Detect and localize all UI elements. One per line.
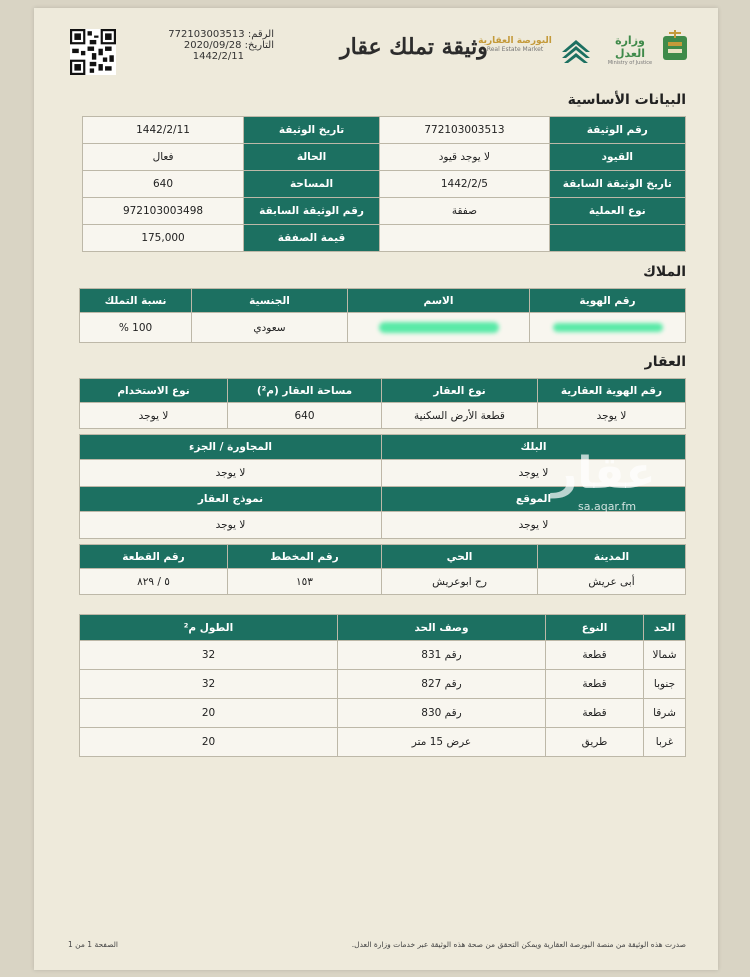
owner-name-cell	[348, 313, 530, 343]
basic-label	[549, 225, 685, 252]
qr-code-icon	[70, 29, 116, 75]
plan-number-value: ١٥٣	[228, 569, 382, 595]
ministry-emblem-icon	[660, 28, 690, 64]
city-label: المدينة	[538, 545, 686, 569]
neighbor-value: لا يوجد	[80, 460, 382, 487]
basic-row	[81, 144, 686, 171]
owners-header-row	[80, 289, 686, 313]
model-value: لا يوجد	[80, 512, 382, 539]
property-value: 640	[228, 403, 382, 429]
number-label: الرقم:	[247, 29, 274, 40]
doc-meta	[144, 29, 274, 62]
basic-value	[380, 225, 549, 252]
location-value: لا يوجد	[382, 512, 686, 539]
section-owners-title: الملاك	[643, 264, 686, 280]
property-value: قطعة الأرض السكنية	[382, 403, 538, 429]
borders-table	[79, 614, 686, 757]
owners-header: رقم الهوية	[530, 289, 686, 313]
borders-header: الحد	[644, 615, 686, 641]
basic-label: نوع العملية	[549, 198, 685, 225]
property-header: مساحة العقار (م²)	[228, 379, 382, 403]
border-type: قطعة	[546, 641, 644, 670]
basic-value: 772103003513	[380, 117, 549, 144]
page-number: الصفحة 1 من 1	[68, 940, 118, 949]
basic-value: صفقة	[380, 198, 549, 225]
owners-header: نسبة التملك	[80, 289, 192, 313]
border-direction: شرقا	[644, 699, 686, 728]
redacted-name	[379, 322, 499, 333]
district-label: الحي	[382, 545, 538, 569]
model-label: نموذج العقار	[80, 487, 382, 512]
doc-date-hijri: 1442/2/11	[192, 51, 244, 62]
border-direction: غربا	[644, 728, 686, 757]
property-header-row	[80, 379, 686, 403]
property-value: لا يوجد	[538, 403, 686, 429]
border-direction: جنوبا	[644, 670, 686, 699]
basic-value: 1442/2/11	[83, 117, 244, 144]
owners-table	[79, 288, 686, 343]
block-value: لا يوجد	[382, 460, 686, 487]
ministry-name-ar: وزارة العدل	[614, 34, 645, 60]
border-description: رقم 827	[338, 670, 546, 699]
basic-row	[81, 171, 686, 198]
basic-data-table	[80, 116, 686, 252]
basic-value: 1442/2/5	[380, 171, 549, 198]
block-label: البلك	[382, 435, 686, 460]
border-description: رقم 830	[338, 699, 546, 728]
ministry-of-justice-logo	[600, 34, 660, 66]
table-row	[80, 641, 686, 670]
basic-label: تاريخ الوثيقة السابقة	[549, 171, 685, 198]
market-emblem-icon	[558, 30, 594, 66]
basic-row	[81, 198, 686, 225]
owners-row	[80, 313, 686, 343]
property-row	[80, 403, 686, 429]
basic-label: تاريخ الوثيقة	[243, 117, 379, 144]
border-length: 32	[80, 641, 338, 670]
border-description: عرض 15 متر	[338, 728, 546, 757]
plan-number-label: رقم المخطط	[228, 545, 382, 569]
owner-id-cell	[530, 313, 686, 343]
market-name-en: Real Estate Market	[486, 46, 544, 53]
section-basic-title: البيانات الأساسية	[567, 92, 686, 108]
border-description: رقم 831	[338, 641, 546, 670]
watermark-url: sa.aqar.fm	[578, 500, 637, 513]
borders-header: الطول م²	[80, 615, 338, 641]
basic-row	[81, 117, 686, 144]
border-length: 32	[80, 670, 338, 699]
owner-share: 100 %	[80, 313, 192, 343]
ministry-name-en: Ministry of Justice	[607, 60, 653, 66]
property-table-3	[79, 544, 686, 595]
border-type: قطعة	[546, 670, 644, 699]
borders-header: وصف الحد	[338, 615, 546, 641]
border-type: قطعة	[546, 699, 644, 728]
property-value: لا يوجد	[80, 403, 228, 429]
border-length: 20	[80, 728, 338, 757]
district-value: رح ابوعريش	[382, 569, 538, 595]
borders-header: النوع	[546, 615, 644, 641]
border-direction: شمالا	[644, 641, 686, 670]
watermark-logo: عقار	[552, 448, 656, 499]
property-header: نوع العقار	[382, 379, 538, 403]
basic-label: رقم الوثيقة السابقة	[243, 198, 379, 225]
basic-row	[81, 225, 686, 252]
basic-label: رقم الوثيقة	[549, 117, 685, 144]
doc-number: 772103003513	[168, 29, 245, 40]
basic-value: لا يوجد قيود	[380, 144, 549, 171]
basic-value: فعال	[83, 144, 244, 171]
property-header: نوع الاستخدام	[80, 379, 228, 403]
basic-value: 175,000	[83, 225, 244, 252]
basic-value: 972103003498	[83, 198, 244, 225]
redacted-id	[553, 323, 663, 332]
date-label: التاريخ:	[244, 40, 274, 51]
borders-header-row	[80, 615, 686, 641]
location-label: الموقع	[382, 487, 686, 512]
document-title: وثيقة تملك عقار	[340, 34, 488, 60]
table-row	[80, 728, 686, 757]
owners-header: الجنسية	[192, 289, 348, 313]
footer-note: صدرت هذه الوثيقة من منصة البورصة العقارية ويمكن التحقق من صحة هذه الوثيقة عبر خدمات وزارة العدل.	[351, 940, 686, 949]
city-value: أبى عريش	[538, 569, 686, 595]
section-property-title: العقار	[644, 354, 686, 370]
doc-date-gregorian: 2020/09/28	[183, 40, 242, 51]
plot-number-value: ٥ / ٨٢٩	[80, 569, 228, 595]
market-name-ar: البورصة العقارية	[478, 36, 552, 46]
owner-nationality: سعودي	[192, 313, 348, 343]
basic-label: الحالة	[243, 144, 379, 171]
basic-label: المساحة	[243, 171, 379, 198]
real-estate-market-logo	[476, 36, 554, 53]
table-row	[80, 670, 686, 699]
table-row	[80, 699, 686, 728]
basic-label: قيمة الصفقة	[243, 225, 379, 252]
neighbor-label: المجاورة / الجزء	[80, 435, 382, 460]
basic-value: 640	[83, 171, 244, 198]
property-header: رقم الهوية العقارية	[538, 379, 686, 403]
property-table-1	[79, 378, 686, 429]
border-type: طريق	[546, 728, 644, 757]
plot-number-label: رقم القطعة	[80, 545, 228, 569]
basic-label: القيود	[549, 144, 685, 171]
owners-header: الاسم	[348, 289, 530, 313]
border-length: 20	[80, 699, 338, 728]
